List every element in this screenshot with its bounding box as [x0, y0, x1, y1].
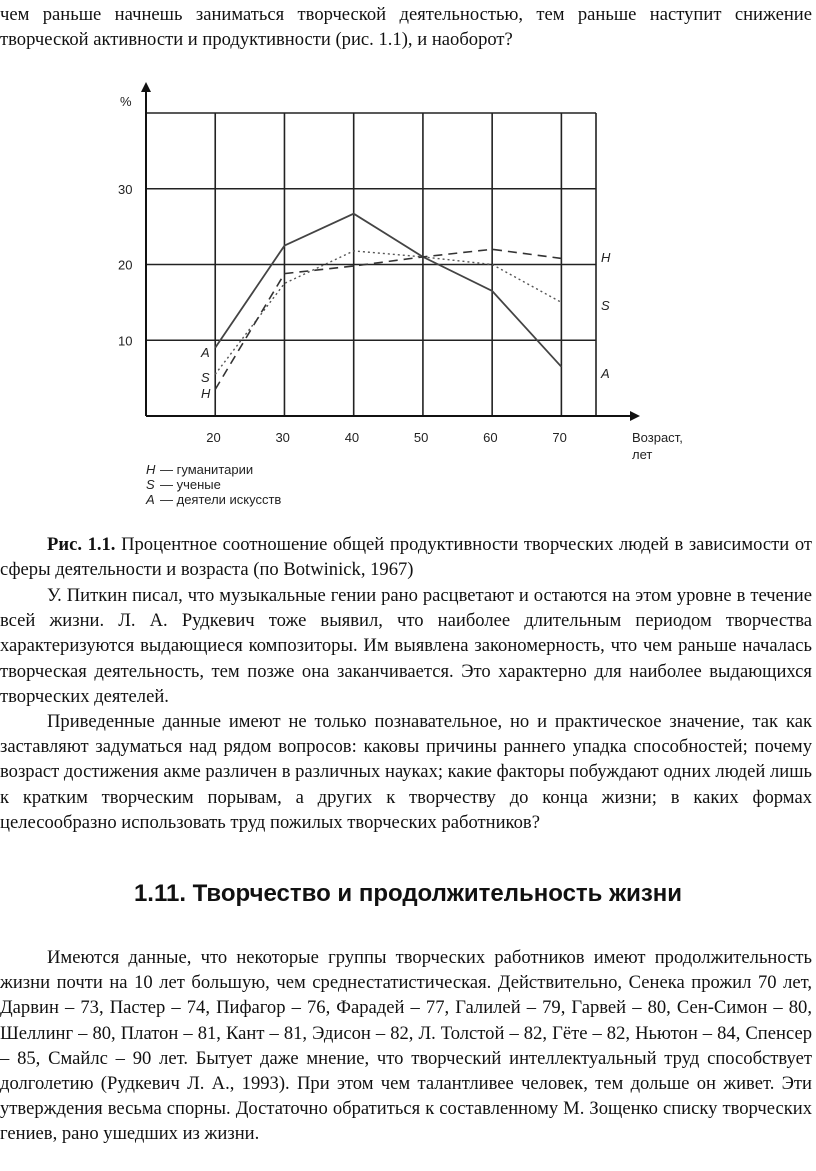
y-tick-label: 10 — [118, 333, 133, 349]
legend-key: A — [146, 492, 155, 507]
series-label-start: H — [201, 386, 211, 401]
legend-key: H — [146, 462, 156, 477]
series-line-s — [215, 251, 561, 374]
legend-key: S — [146, 477, 155, 492]
paragraph-3: Имеются данные, что некоторые группы творческих работников имеют продолжительность жизни почти на 10 лет большую, чем среднестатистическая. Действительно, Сенека прожил 70 лет, Дарвин – 73, Пастер – 74, Пифагор – 76, Фарадей – 77, Галилей – 79, Гарвей – 80, Сен-Симон – 80, Шеллинг – 80, Платон – 81, Кант – 81, Эдисон – 82, Л. Толстой – 82, Гёте – 82, Ньютон – 84, Спенсер – 85, Смайлс – 90 лет. Бытует даже мнение, что творческий интеллектуальный труд способствует долголетию (Рудкевич Л. А., 1993). При этом чем талантливее человек, тем дольше он живет. Эти утверждения весьма спорны. Достаточно обратиться к составленному М. Зощенко списку творческих гениев, рано ушедших из жизни. — [0, 947, 812, 1145]
x-tick-label: 50 — [413, 430, 429, 445]
series-line-a — [215, 214, 561, 367]
series-label-end: A — [601, 366, 610, 381]
caption-label: Рис. 1.1. — [47, 534, 116, 555]
y-axis-arrow — [141, 82, 151, 92]
intro-paragraph: чем раньше начнешь заниматься творческой деятельностью, тем раньше наступит снижение творческой активности и продуктивности (рис. 1.1), и наоборот? — [0, 4, 812, 51]
y-axis-label: % — [120, 94, 132, 109]
legend-label: — деятели искусств — [160, 492, 282, 507]
x-axis-label: Возраст, — [632, 430, 683, 445]
series-label-end: H — [601, 250, 611, 265]
x-tick-label: 70 — [552, 430, 567, 445]
x-tick-label: 40 — [344, 430, 360, 445]
paragraph-2: Приведенные данные имеют не только познавательное, но и практическое значение, так как заставляют задуматься над рядом вопросов: каковы причины раннего упадка способностей; почему возраст достижения акме различен в различных науках; какие факторы побуждают одних людей лишь к кратким творческим порывам, а других к творчеству до конца жизни; в каких формах целесообразно использовать труд пожилых творческих работников? — [0, 711, 812, 833]
figure-caption — [0, 532, 812, 582]
x-axis-label: лет — [632, 447, 653, 462]
paragraph-1: У. Питкин писал, что музыкальные гении рано расцветают и остаются на этом уровне в течение всей жизни. Л. А. Рудкевич тоже выявил, что наиболее длительным периодом творчества характеризуются выдающиеся композиторы. Им выявлена закономерность, что чем раньше началась творческая деятельность, тем позже она заканчивается. Это характерно для наиболее выдающихся творческих деятелей. — [0, 585, 812, 707]
x-tick-label: 20 — [206, 430, 221, 445]
series-label-end: S — [601, 298, 610, 313]
series-label-start: S — [201, 370, 210, 385]
caption-text: Процентное соотношение общей продуктивности творческих людей в зависимости от сферы деятельности и возраста (по Botwinick, 1967) — [0, 534, 812, 581]
section-heading: 1.11. Творчество и продолжительность жизни — [133, 880, 683, 907]
x-tick-label: 60 — [483, 430, 498, 445]
legend-label: — ученые — [160, 477, 221, 492]
y-tick-label: 20 — [118, 257, 133, 273]
y-tick-label: 30 — [118, 181, 133, 197]
legend-label: — гуманитарии — [160, 462, 254, 477]
figure-1-1-chart — [0, 0, 816, 520]
series-label-start: A — [201, 345, 210, 360]
x-tick-label: 30 — [275, 430, 290, 445]
x-axis-arrow — [630, 411, 640, 421]
